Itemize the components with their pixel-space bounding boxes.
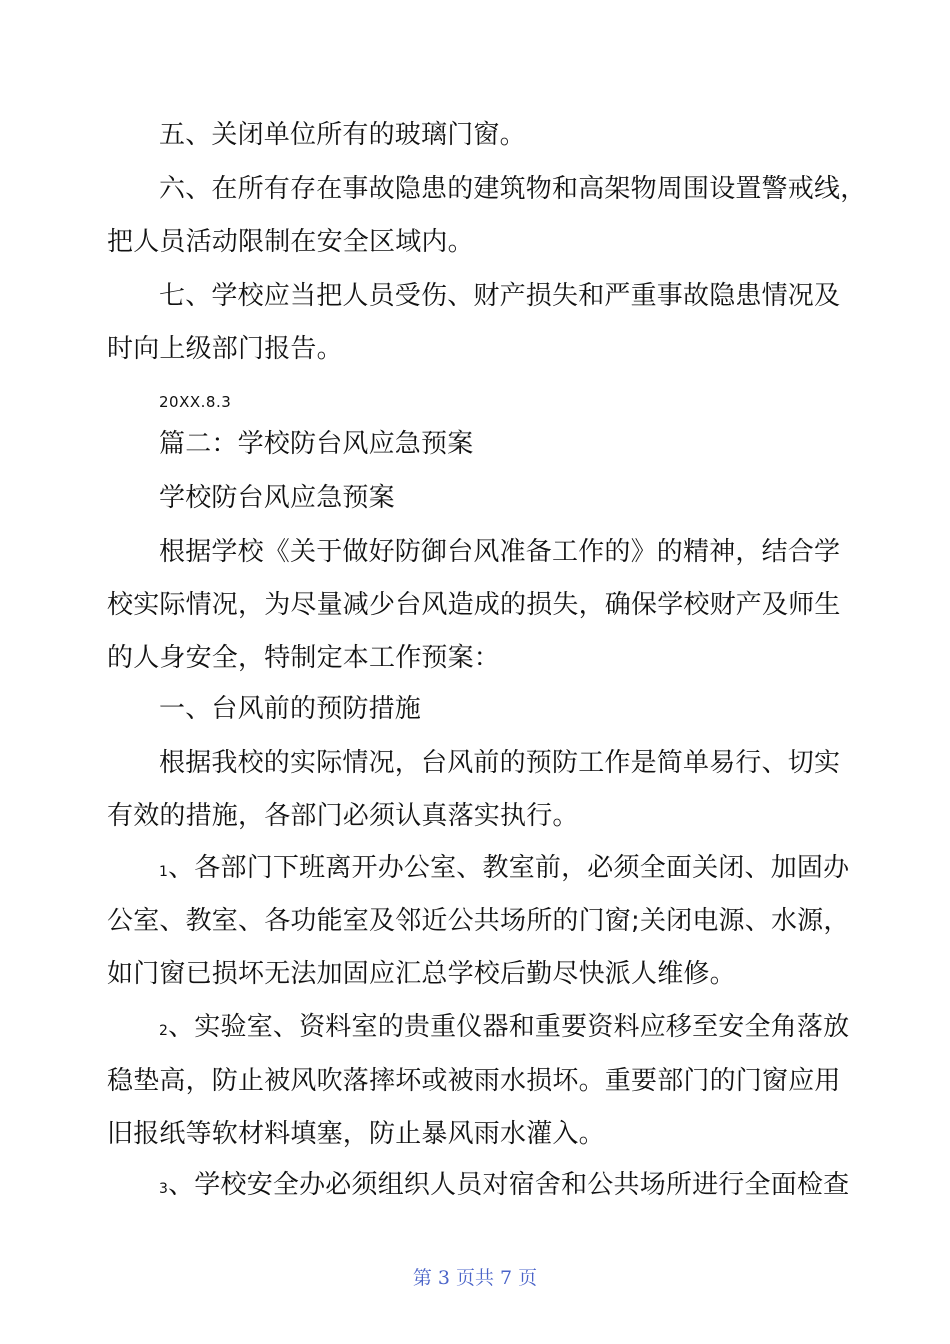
section-heading: 篇二：学校防台风应急预案: [159, 429, 474, 459]
part-intro-line: 根据我校的实际情况，台风前的预防工作是简单易行、切实: [159, 748, 841, 778]
list-item-line: 旧报纸等软材料填塞，防止暴风雨水灌入。: [107, 1119, 605, 1149]
paragraph-line: 时向上级部门报告。: [107, 334, 343, 364]
paragraph-line: 七、学校应当把人员受伤、财产损失和严重事故隐患情况及: [159, 281, 841, 311]
paragraph-line: 把人员活动限制在安全区域内。: [107, 227, 474, 257]
list-item-3: [159, 1168, 849, 1206]
intro-line: 校实际情况，为尽量减少台风造成的损失，确保学校财产及师生: [107, 590, 841, 620]
list-item-line: 公室、教室、各功能室及邻近公共场所的门窗;关闭电源、水源，: [107, 906, 850, 936]
paragraph-line: 六、在所有存在事故隐患的建筑物和高架物周围设置警戒线，: [159, 174, 867, 204]
list-number: 2: [159, 1023, 169, 1039]
page-number-footer: 第 3 页共 7 页: [412, 1267, 538, 1289]
list-item-line: 如门窗已损坏无法加固应汇总学校后勤尽快派人维修。: [107, 959, 736, 989]
list-item-text: 、学校安全办必须组织人员对宿舍和公共场所进行全面检查: [168, 1170, 850, 1200]
paragraph-line: 五、关闭单位所有的玻璃门窗。: [159, 120, 526, 150]
intro-line: 根据学校《关于做好防御台风准备工作的》的精神，结合学: [159, 537, 841, 567]
list-item-line: 稳垫高，防止被风吹落摔坏或被雨水损坏。重要部门的门窗应用: [107, 1066, 841, 1096]
list-item-2: [159, 1010, 849, 1048]
list-item-text: 、实验室、资料室的贵重仪器和重要资料应移至安全角落放: [168, 1012, 850, 1042]
part-heading: 一、台风前的预防措施: [159, 694, 422, 724]
section-title: 学校防台风应急预案: [159, 483, 395, 513]
list-number: 1: [159, 864, 169, 880]
list-item-text: 、各部门下班离开办公室、教室前，必须全面关闭、加固办: [168, 853, 850, 883]
intro-line: 的人身安全，特制定本工作预案：: [107, 643, 501, 673]
list-number: 3: [159, 1181, 169, 1197]
document-date: 20XX.8.3: [159, 393, 232, 411]
list-item-1: [159, 851, 849, 889]
part-intro-line: 有效的措施，各部门必须认真落实执行。: [107, 801, 579, 831]
